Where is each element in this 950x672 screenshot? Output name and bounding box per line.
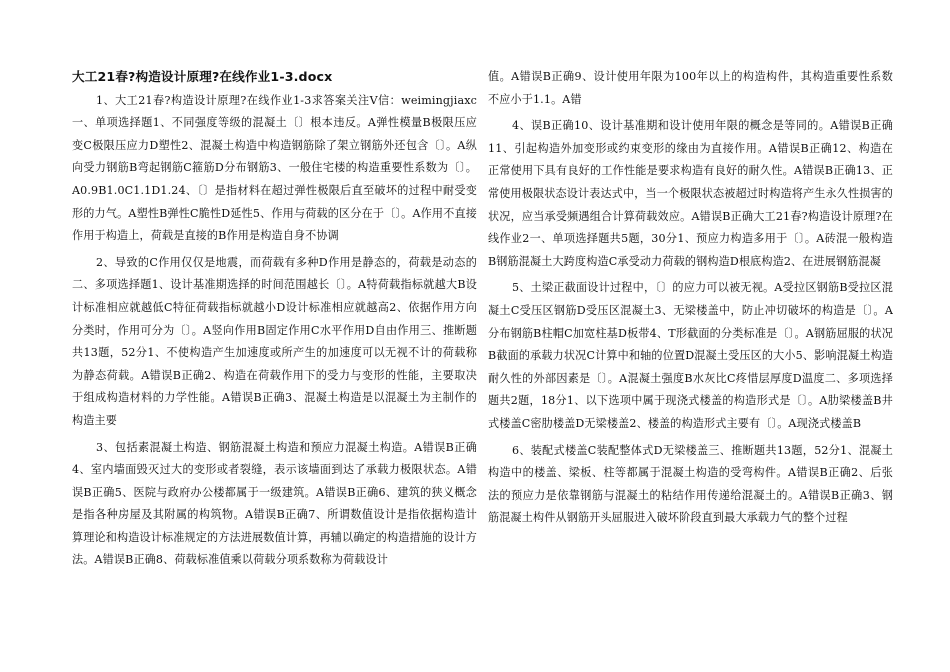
paragraph: 6、装配式楼盖C装配整体式D无梁楼盖三、推断题共13题，52分1、混凝土构造中的楼盖、梁板、柱等都属于混凝土构造的受弯构件。A错误B正确2、后张法的预应力是依靠钢筋与混凝土的粘结作用传递给混凝土的。A错误B正确3、钢筋混凝土构件从钢筋开头屈服进入破坏阶段直到最大承载力气的整个过程 — [488, 443, 893, 525]
paragraph: 5、土梁正截面设计过程中，〔〕的应力可以被无视。A受拉区钢筋B受拉区混凝土C受压区钢筋D受压区混凝土3、无梁楼盖中，防止冲切破坏的构造是〔〕。A分布钢筋B柱帽C加宽柱基D板带4、T形截面的分类标准是〔〕。A钢筋屈服的状况B截面的承载力状况C计算中和轴的位置D混凝土受压区的大小5、影响混凝土构造耐久性的外部因素是〔〕。A混凝土强度B水灰比C疼惜层厚度D温度二、多项选择题共2题，18分1、以下选项中属于现浇式楼盖的构造形式是〔〕。A肋梁楼盖B井式楼盖C密肋楼盖D无梁楼盖2、楼盖的构造形式主要有〔〕。A现浇式楼盖B — [488, 281, 893, 430]
left-column — [72, 66, 477, 576]
paragraph: 值。A错误B正确9、设计使用年限为100年以上的构造构件，其构造重要性系数不应小于1.1。A错 — [488, 70, 893, 106]
paragraph: 2、导致的C作用仅仅是地震，而荷载有多种D作用是静态的，荷载是动态的二、多项选择题1、设计基准期选择的时间范围越长〔〕。A特荷载指标就越大B设计标准相应就越低C特征荷载指标就越小D设计标准相应就越高2、依据作用方向分类时，作用可分为〔〕。A竖向作用B固定作用C水平作用D自由作用三、推断题共13题，52分1、不使构造产生加速度或所产生的加速度可以无视不计的荷载称为静态荷载。A错误B正确2、构造在荷载作用下的受力与变形的性能，主要取决于组成构造材料的力学性能。A错误B正确3、混凝土构造是以混凝土为主制作的构造主要 — [72, 255, 477, 427]
paragraph: 4、误B正确10、设计基准期和设计使用年限的概念是等同的。A错误B正确11、引起构造外加变形或约束变形的缘由为直接作用。A错误B正确12、构造在正常使用下具有良好的工作性能是要求构造有良好的耐久性。A错误B正确13、正常使用极限状态设计表达式中，当一个极限状态被超过时构造将产生永久性损害的状况，应当承受频遇组合计算荷载效应。A错误B正确大工21春?构造设计原理?在线作业2一、单项选择题共5题，30分1、预应力构造多用于〔〕。A砖混一般构造B钢筋混凝土大跨度构造C承受动力荷载的钢构造D根底构造2、在进展钢筋混凝 — [488, 119, 893, 268]
right-column — [488, 66, 893, 534]
paragraph: 3、包括素混凝土构造、钢筋混凝土构造和预应力混凝土构造。A错误B正确4、室内墙面毁灭过大的变形或者裂缝，表示该墙面到达了承载力极限状态。A错误B正确5、医院与政府办公楼都属于一级建筑。A错误B正确6、建筑的狭义概念是指各种房屋及其附属的构筑物。A错误B正确7、所谓数值设计是指依据构造计算理论和构造设计标准规定的方法进展数值计算，再辅以确定的构造措施的设计方法。A错误B正确8、荷载标准值乘以荷载分项系数称为荷载设计 — [72, 440, 477, 567]
paragraph: 1、大工21春?构造设计原理?在线作业1-3求答案关注V信：weimingjiaxc一、单项选择题1、不同强度等级的混凝土〔〕根本违反。A弹性模量B极限压应变C极限压应力D塑性2、混凝土构造中构造钢筋除了架立钢筋外还包含〔〕。A纵向受力钢筋B弯起钢筋C箍筋D分布钢筋3、一般住宅楼的构造重要性系数为〔〕。A0.9B1.0C1.1D1.24、〔〕是指材料在超过弹性极限后直至破坏的过程中耐受变形的力气。A塑性B弹性C脆性D延性5、作用与荷载的区分在于〔〕。A作用不直接作用于构造上，荷载是直接的B作用是构造自身不协调 — [72, 93, 477, 243]
document-title: 大工21春?构造设计原理?在线作业1-3.docx — [72, 69, 333, 84]
